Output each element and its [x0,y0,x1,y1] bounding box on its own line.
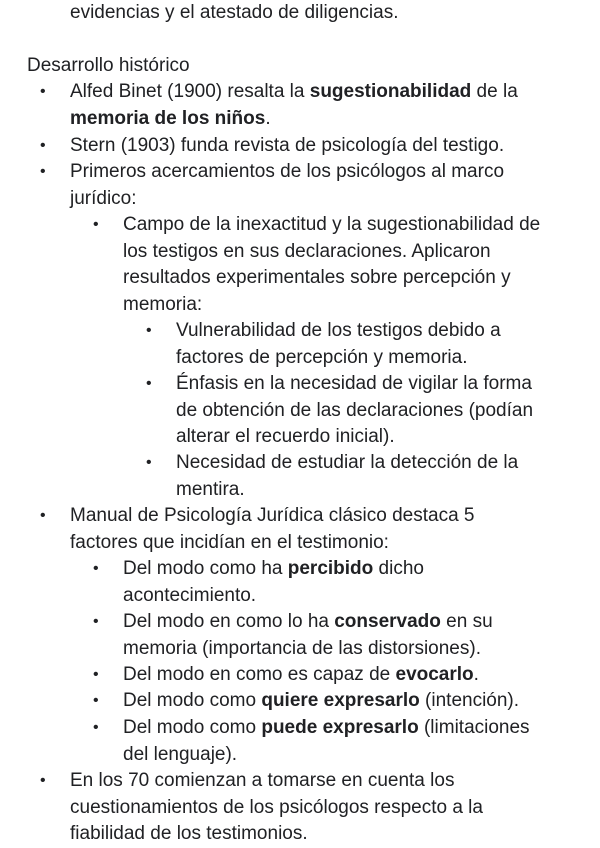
text-run: los testigos en sus declaraciones. Aplicaron [123,240,491,262]
bold-text: quiere expresarlo [261,690,420,711]
list-item-line [70,821,308,848]
bullet-icon: • [40,507,46,524]
text-run: . [265,107,271,129]
text-run: Primeros acercamientos de los psicólogos al marco [70,161,505,182]
bullet-icon: • [93,692,99,709]
list-item-line [123,583,256,610]
list-item-line [70,795,483,822]
text-run: . [473,664,479,685]
intro-fragment: evidencias y el atestado de diligencias. [70,2,399,23]
bullet-icon: • [146,375,152,392]
text-run: Del modo en como lo ha [123,611,335,632]
bold-text: conservado [334,611,441,632]
text-run: en su [440,611,493,632]
text-run: memoria (importancia de las distorsiones). [123,637,481,659]
text-run: acontecimiento. [123,584,257,606]
list-item-line [123,609,493,636]
bullet-icon: • [146,454,152,471]
text-run: Necesidad de estudiar la detección de la [176,452,519,473]
list-item-line [123,239,491,266]
list-item-line [123,742,237,769]
text-run: factores que incidían en el testimonio: [70,531,389,553]
section-title: Desarrollo histórico [27,55,190,76]
text-run: Del modo como ha [123,558,288,579]
bullet-icon: • [93,613,99,630]
text-run: Énfasis en la necesidad de vigilar la forma [176,373,532,394]
list-item-line [123,662,479,689]
text-run: dicho [373,558,424,579]
bullet-icon: • [40,83,46,100]
bold-text: puede expresarlo [261,717,419,738]
list-item-line [176,450,518,477]
text-run: Del modo como [123,717,262,738]
list-item-line [70,106,271,133]
list-item-line [123,636,481,663]
bullet-icon: • [93,719,99,736]
text-run: memoria: [123,293,203,315]
list-item-line [176,424,395,451]
list-item-line [123,265,511,292]
text-run: cuestionamientos de los psicólogos respecto a la [70,796,483,818]
bold-text: sugestionabilidad [309,81,472,102]
text-run: jurídico: [70,187,137,209]
text-run: Vulnerabilidad de los testigos debido a [176,320,501,341]
list-item-line [176,318,501,345]
list-item-line [70,530,389,557]
bullet-icon: • [93,216,99,233]
list-item-line [123,292,202,319]
text-run: resultados experimentales sobre percepción y [123,267,511,288]
text-run: Manual de Psicología Jurídica clásico destaca 5 [70,505,475,526]
list-item-line [70,79,518,106]
list-item-line [70,186,137,213]
list-item-line [70,133,504,160]
text-run: (intención). [419,690,520,711]
list-item-line [123,212,540,239]
list-item-line [70,159,504,186]
bullet-icon: • [146,322,152,339]
list-item-line [176,477,245,504]
list-item-line [176,398,533,425]
text-run: Campo de la inexactitud y la sugestionabilidad de [123,214,541,235]
text-run: (limitaciones [418,717,530,738]
text-run: del lenguaje). [123,743,238,765]
list-item-line [70,503,475,530]
text-run: factores de percepción y memoria. [176,346,468,368]
list-item-line [123,556,424,583]
text-run: Alfed Binet (1900) resalta la [70,81,310,102]
text-run: de obtención de las declaraciones (podían [176,399,534,421]
list-item-line [123,688,519,715]
text-run: Del modo en como es capaz de [123,664,396,685]
list-item-line [123,715,530,742]
text-run: de la [471,81,518,102]
bullet-icon: • [40,772,46,789]
bold-text: evocarlo [395,664,474,685]
text-run: En los 70 comienzan a tomarse en cuenta los [70,770,455,791]
bold-text: percibido [287,558,374,579]
list-item-line [176,345,467,372]
bullet-icon: • [40,163,46,180]
text-run: fiabilidad de los testimonios. [70,823,308,844]
text-run: Stern (1903) funda revista de psicología del testigo. [70,135,505,156]
text-run: alterar el recuerdo inicial). [176,426,395,447]
bold-text: memoria de los niños [70,107,266,129]
text-run: Del modo como [123,690,262,711]
bullet-icon: • [93,666,99,683]
bullet-icon: • [93,560,99,577]
list-item-line [70,768,454,795]
text-run: mentira. [176,478,245,500]
bullet-icon: • [40,137,46,154]
list-item-line [176,371,532,398]
